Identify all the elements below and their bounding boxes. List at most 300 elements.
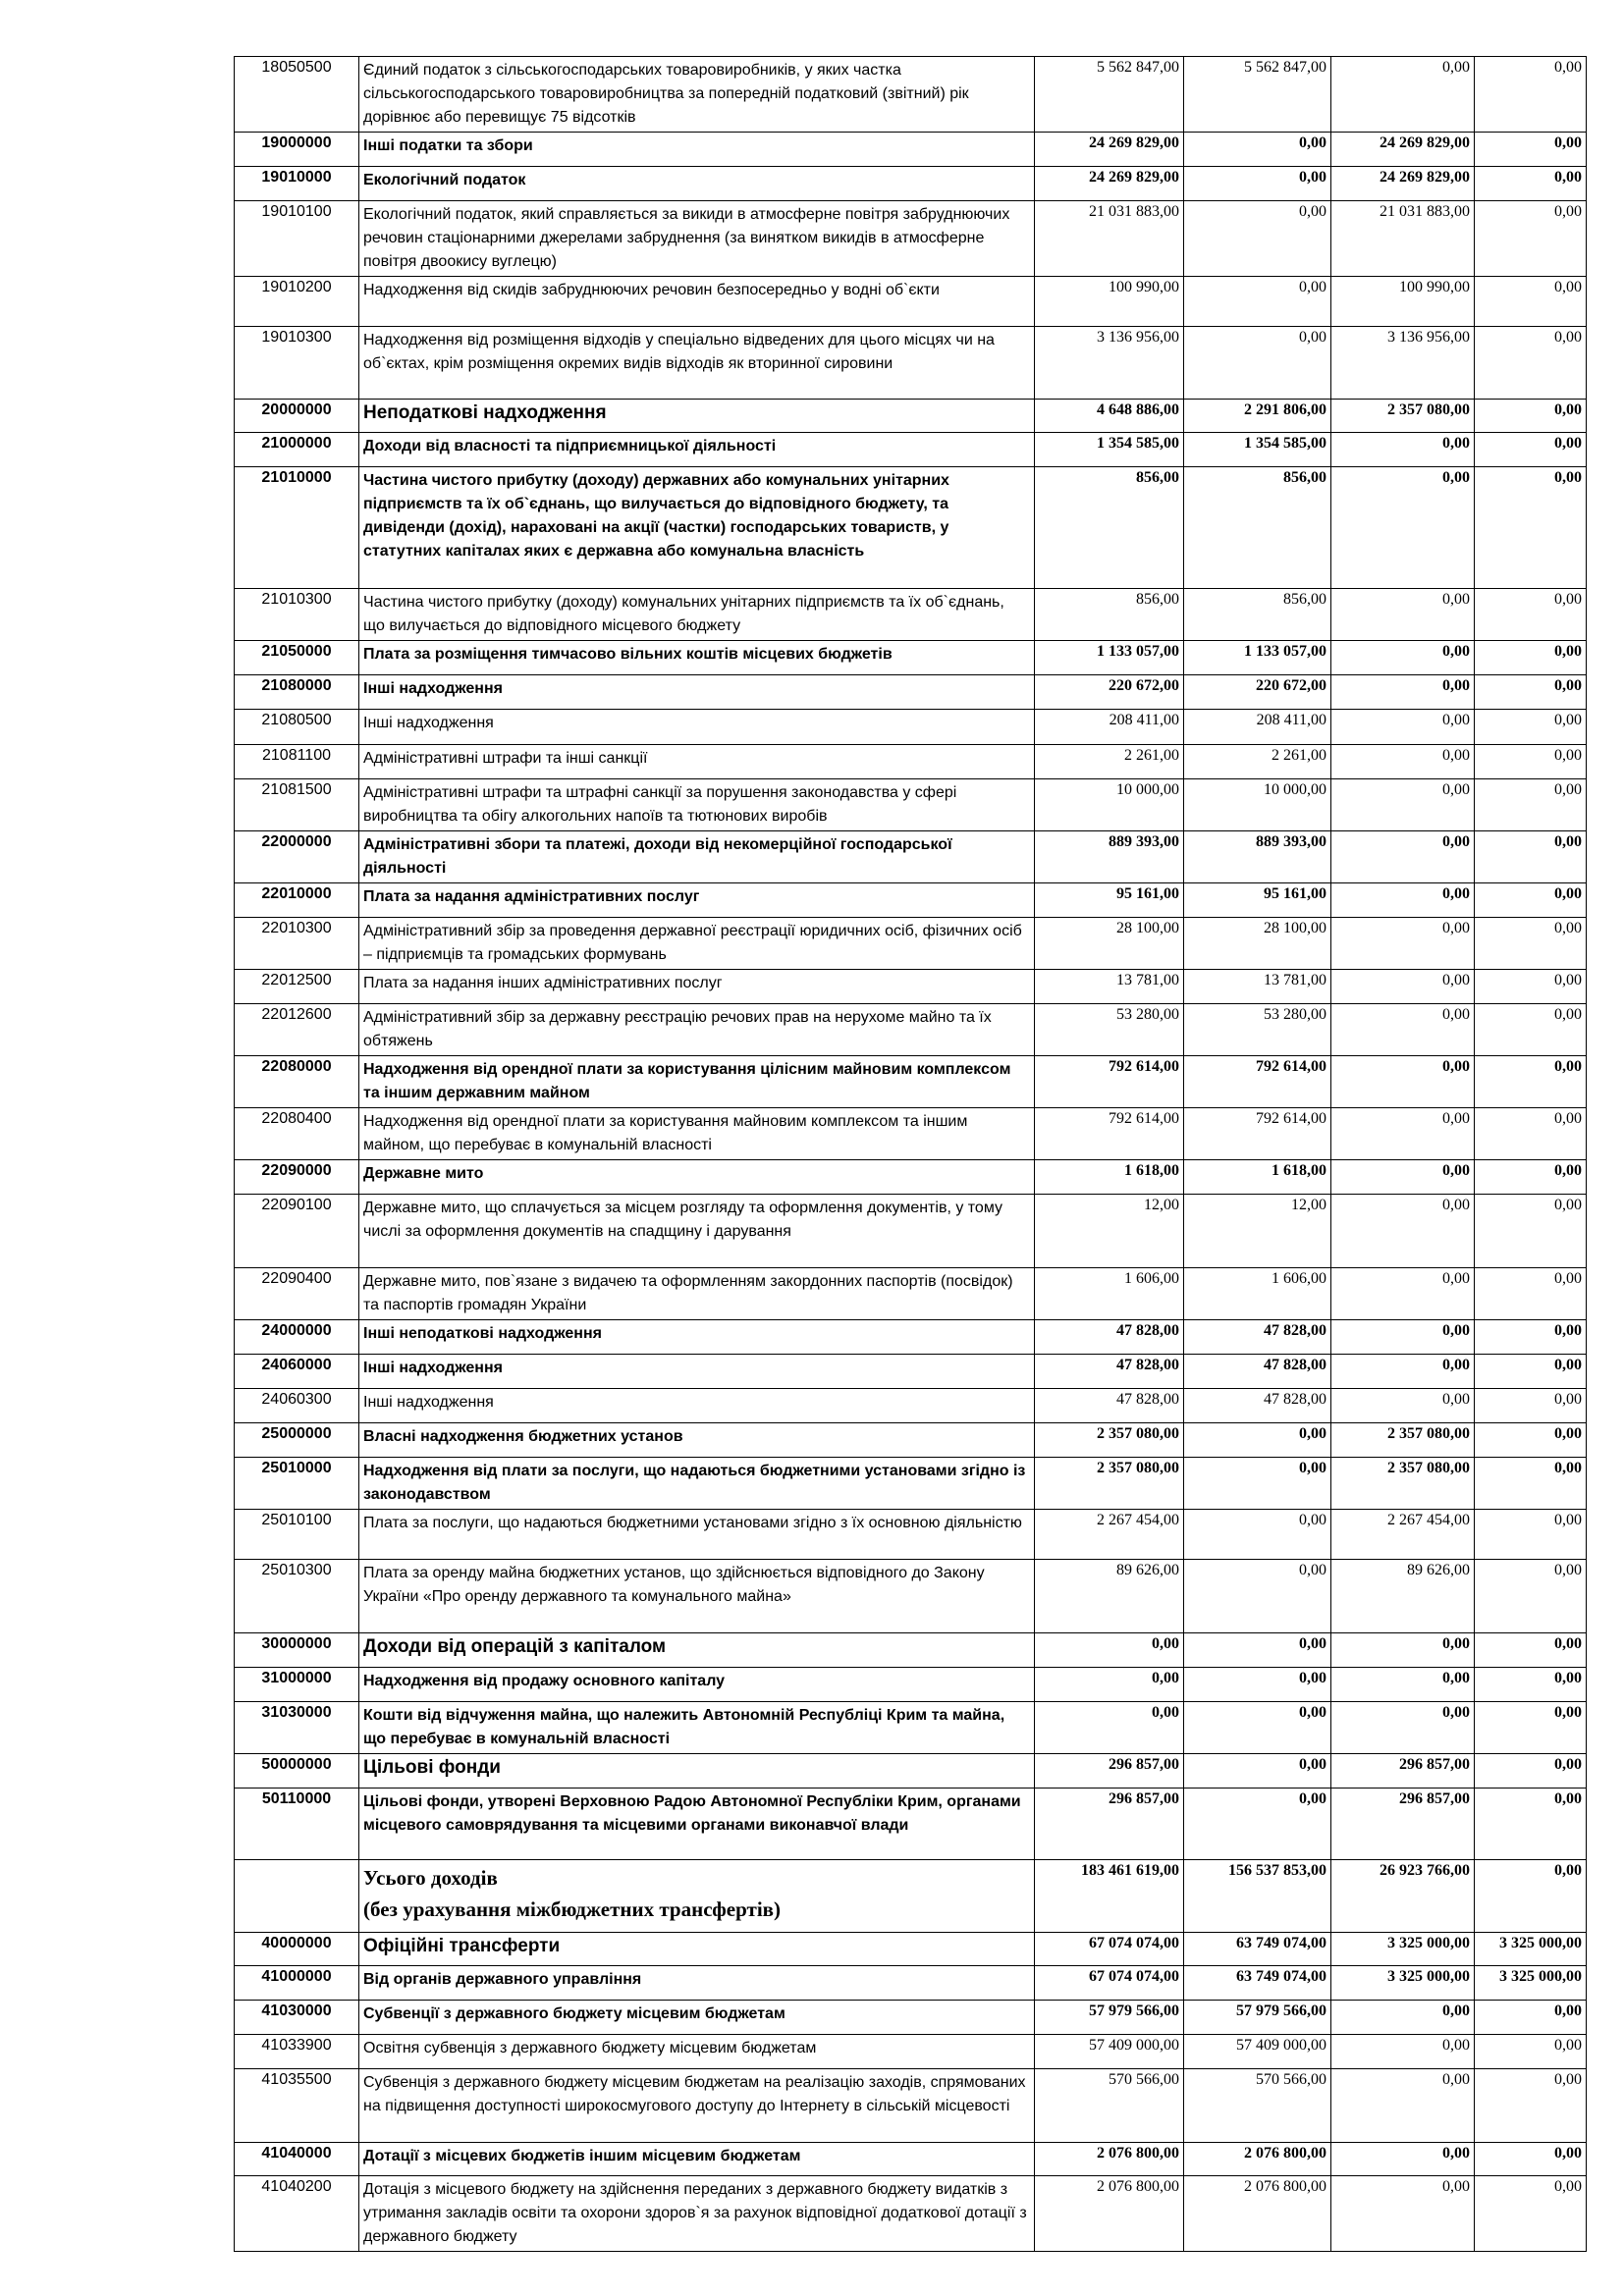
row-development-budget-cell: 0,00	[1475, 1004, 1587, 1056]
row-special-fund-cell: 2 267 454,00	[1331, 1510, 1475, 1560]
row-special-fund-cell: 0,00	[1331, 589, 1475, 641]
row-general-fund-cell: 0,00	[1184, 1668, 1331, 1702]
row-development-budget-cell: 0,00	[1475, 433, 1587, 467]
row-code-cell: 31000000	[235, 1668, 359, 1702]
table-row	[235, 400, 1587, 433]
row-development-budget-cell: 0,00	[1475, 57, 1587, 133]
row-total-cell: 0,00	[1035, 1702, 1184, 1754]
row-special-fund-cell: 2 357 080,00	[1331, 1458, 1475, 1510]
table-row	[235, 1160, 1587, 1195]
row-development-budget-cell: 0,00	[1475, 2176, 1587, 2252]
row-special-fund-cell: 0,00	[1331, 831, 1475, 883]
row-general-fund-cell: 0,00	[1184, 133, 1331, 167]
table-row	[235, 589, 1587, 641]
row-development-budget-cell: 0,00	[1475, 1268, 1587, 1320]
table-row	[235, 167, 1587, 201]
row-total-cell: 856,00	[1035, 467, 1184, 589]
row-development-budget-cell: 0,00	[1475, 1633, 1587, 1668]
row-general-fund-cell: 53 280,00	[1184, 1004, 1331, 1056]
row-general-fund-cell: 889 393,00	[1184, 831, 1331, 883]
row-code-cell: 31030000	[235, 1702, 359, 1754]
row-total-cell: 67 074 074,00	[1035, 1966, 1184, 2001]
row-total-cell: 47 828,00	[1035, 1355, 1184, 1389]
row-code-cell: 22010000	[235, 883, 359, 918]
row-code-cell: 21000000	[235, 433, 359, 467]
table-row	[235, 2143, 1587, 2176]
table-row	[235, 1458, 1587, 1510]
row-development-budget-cell: 0,00	[1475, 883, 1587, 918]
row-name-cell: Офіційні трансферти	[359, 1933, 1035, 1966]
row-development-budget-cell: 0,00	[1475, 1702, 1587, 1754]
row-total-cell: 570 566,00	[1035, 2069, 1184, 2143]
row-total-cell: 53 280,00	[1035, 1004, 1184, 1056]
row-general-fund-cell: 792 614,00	[1184, 1108, 1331, 1160]
row-development-budget-cell: 0,00	[1475, 779, 1587, 831]
row-general-fund-cell: 47 828,00	[1184, 1389, 1331, 1423]
row-name-cell: Плата за послуги, що надаються бюджетними установами згідно з їх основною діяльністю	[359, 1510, 1035, 1560]
row-code-cell: 22080400	[235, 1108, 359, 1160]
row-special-fund-cell: 296 857,00	[1331, 1789, 1475, 1860]
row-general-fund-cell: 0,00	[1184, 201, 1331, 277]
row-special-fund-cell: 21 031 883,00	[1331, 201, 1475, 277]
row-code-cell	[235, 1860, 359, 1933]
row-special-fund-cell: 0,00	[1331, 1056, 1475, 1108]
row-general-fund-cell: 57 979 566,00	[1184, 2001, 1331, 2035]
table-row	[235, 57, 1587, 133]
row-name-cell: Інші надходження	[359, 710, 1035, 745]
table-row	[235, 745, 1587, 779]
row-code-cell: 41035500	[235, 2069, 359, 2143]
row-development-budget-cell: 0,00	[1475, 745, 1587, 779]
row-name-cell: Доходи від власності та підприємницької діяльності	[359, 433, 1035, 467]
row-general-fund-cell: 0,00	[1184, 1789, 1331, 1860]
row-total-cell: 208 411,00	[1035, 710, 1184, 745]
row-code-cell: 20000000	[235, 400, 359, 433]
row-name-cell: Плата за надання інших адміністративних послуг	[359, 970, 1035, 1004]
row-code-cell: 21081100	[235, 745, 359, 779]
row-total-cell: 889 393,00	[1035, 831, 1184, 883]
row-name-cell: Частина чистого прибутку (доходу) комунальних унітарних підприємств та їх об`єднань, що вилучається до відповідного місцевого бюджету	[359, 589, 1035, 641]
row-name-cell: Освітня субвенція з державного бюджету місцевим бюджетам	[359, 2035, 1035, 2069]
row-special-fund-cell: 100 990,00	[1331, 277, 1475, 327]
row-total-cell: 2 076 800,00	[1035, 2176, 1184, 2252]
row-special-fund-cell: 0,00	[1331, 641, 1475, 675]
row-special-fund-cell: 26 923 766,00	[1331, 1860, 1475, 1933]
row-general-fund-cell: 856,00	[1184, 467, 1331, 589]
table-row	[235, 1389, 1587, 1423]
row-name-cell: Надходження від орендної плати за користування цілісним майновим комплексом та іншим державним майном	[359, 1056, 1035, 1108]
row-name-cell: Цільові фонди	[359, 1754, 1035, 1789]
row-name-cell: Адміністративний збір за проведення державної реєстрації юридичних осіб, фізичних осіб – підприємців та громадських формувань	[359, 918, 1035, 970]
row-development-budget-cell: 0,00	[1475, 1389, 1587, 1423]
row-special-fund-cell: 0,00	[1331, 918, 1475, 970]
row-development-budget-cell: 0,00	[1475, 133, 1587, 167]
row-total-cell: 21 031 883,00	[1035, 201, 1184, 277]
row-development-budget-cell: 0,00	[1475, 970, 1587, 1004]
row-development-budget-cell: 0,00	[1475, 400, 1587, 433]
row-development-budget-cell: 0,00	[1475, 831, 1587, 883]
row-code-cell: 21010000	[235, 467, 359, 589]
row-name-cell: Субвенція з державного бюджету місцевим бюджетам на реалізацію заходів, спрямованих на підвищення доступності широкосмугового доступу до Інтернету в сільській місцевості	[359, 2069, 1035, 2143]
row-general-fund-cell: 10 000,00	[1184, 779, 1331, 831]
row-name-cell: Екологічний податок, який справляється за викиди в атмосферне повітря забруднюючих речовин стаціонарними джерелами забруднення (за винятком викидів в атмосферне повітря двоокису вуглецю)	[359, 201, 1035, 277]
row-total-cell: 57 979 566,00	[1035, 2001, 1184, 2035]
row-development-budget-cell: 0,00	[1475, 1510, 1587, 1560]
table-row	[235, 1933, 1587, 1966]
table-row	[235, 1108, 1587, 1160]
row-special-fund-cell: 2 357 080,00	[1331, 400, 1475, 433]
row-total-cell: 89 626,00	[1035, 1560, 1184, 1633]
row-general-fund-cell: 0,00	[1184, 1458, 1331, 1510]
row-code-cell: 25010300	[235, 1560, 359, 1633]
row-name-cell: Державне мито, що сплачується за місцем розгляду та оформлення документів, у тому числі за оформлення документів на спадщину і дарування	[359, 1195, 1035, 1268]
row-name-cell: Державне мито	[359, 1160, 1035, 1195]
row-general-fund-cell: 856,00	[1184, 589, 1331, 641]
row-total-cell: 2 261,00	[1035, 745, 1184, 779]
row-code-cell: 25010000	[235, 1458, 359, 1510]
table-row	[235, 970, 1587, 1004]
row-code-cell: 22000000	[235, 831, 359, 883]
row-total-cell: 0,00	[1035, 1668, 1184, 1702]
row-code-cell: 40000000	[235, 1933, 359, 1966]
row-code-cell: 24000000	[235, 1320, 359, 1355]
row-total-cell: 1 133 057,00	[1035, 641, 1184, 675]
row-name-cell: Плата за оренду майна бюджетних установ, що здійснюється відповідного до Закону України «Про оренду державного та комунального майна»	[359, 1560, 1035, 1633]
row-development-budget-cell: 0,00	[1475, 1668, 1587, 1702]
row-special-fund-cell: 0,00	[1331, 1320, 1475, 1355]
row-general-fund-cell: 2 076 800,00	[1184, 2143, 1331, 2176]
table-row	[235, 1860, 1587, 1933]
row-special-fund-cell: 0,00	[1331, 2001, 1475, 2035]
row-general-fund-cell: 63 749 074,00	[1184, 1966, 1331, 2001]
row-total-cell: 4 648 886,00	[1035, 400, 1184, 433]
row-special-fund-cell: 3 136 956,00	[1331, 327, 1475, 400]
row-name-cell: Інші надходження	[359, 675, 1035, 710]
row-general-fund-cell: 5 562 847,00	[1184, 57, 1331, 133]
row-development-budget-cell: 0,00	[1475, 918, 1587, 970]
table-row	[235, 1320, 1587, 1355]
row-development-budget-cell: 0,00	[1475, 710, 1587, 745]
row-total-cell: 5 562 847,00	[1035, 57, 1184, 133]
row-development-budget-cell: 0,00	[1475, 1160, 1587, 1195]
row-name-cell: Державне мито, пов`язане з видачею та оформленням закордонних паспортів (посвідок) та паспортів громадян України	[359, 1268, 1035, 1320]
revenue-table	[234, 56, 1587, 2252]
row-total-cell: 3 136 956,00	[1035, 327, 1184, 400]
table-row	[235, 1633, 1587, 1668]
table-row	[235, 1268, 1587, 1320]
row-total-cell: 47 828,00	[1035, 1389, 1184, 1423]
row-code-cell: 22090000	[235, 1160, 359, 1195]
table-row	[235, 918, 1587, 970]
row-special-fund-cell: 0,00	[1331, 2035, 1475, 2069]
row-total-cell: 1 618,00	[1035, 1160, 1184, 1195]
row-development-budget-cell: 0,00	[1475, 1789, 1587, 1860]
row-total-cell: 296 857,00	[1035, 1789, 1184, 1860]
table-row	[235, 327, 1587, 400]
row-name-cell: Єдиний податок з сільськогосподарських товаровиробників, у яких частка сільськогосподарського товаровиробництва за попередній податковий (звітний) рік дорівнює або перевищує 75 відсотків	[359, 57, 1035, 133]
row-total-cell: 57 409 000,00	[1035, 2035, 1184, 2069]
row-total-cell: 856,00	[1035, 589, 1184, 641]
row-general-fund-cell: 1 133 057,00	[1184, 641, 1331, 675]
row-total-cell: 24 269 829,00	[1035, 167, 1184, 201]
row-total-cell: 24 269 829,00	[1035, 133, 1184, 167]
row-name-cell: Доходи від операцій з капіталом	[359, 1633, 1035, 1668]
row-special-fund-cell: 0,00	[1331, 779, 1475, 831]
row-general-fund-cell: 1 606,00	[1184, 1268, 1331, 1320]
row-general-fund-cell: 47 828,00	[1184, 1320, 1331, 1355]
row-development-budget-cell: 0,00	[1475, 589, 1587, 641]
row-total-cell: 2 076 800,00	[1035, 2143, 1184, 2176]
table-row	[235, 1195, 1587, 1268]
row-name-cell: Дотації з місцевих бюджетів іншим місцевим бюджетам	[359, 2143, 1035, 2176]
row-general-fund-cell: 156 537 853,00	[1184, 1860, 1331, 1933]
row-special-fund-cell: 0,00	[1331, 57, 1475, 133]
row-code-cell: 22012500	[235, 970, 359, 1004]
row-development-budget-cell: 0,00	[1475, 1860, 1587, 1933]
row-name-cell: Інші неподаткові надходження	[359, 1320, 1035, 1355]
table-row	[235, 1560, 1587, 1633]
row-general-fund-cell: 57 409 000,00	[1184, 2035, 1331, 2069]
row-development-budget-cell: 0,00	[1475, 1560, 1587, 1633]
row-code-cell: 22080000	[235, 1056, 359, 1108]
row-special-fund-cell: 0,00	[1331, 1668, 1475, 1702]
row-name-cell: Частина чистого прибутку (доходу) державних або комунальних унітарних підприємств та їх об`єднань, що вилучається до відповідного бюджету, та дивіденди (дохід), нараховані на акції (частки) господарських товариств, у статутних капіталах яких є державна або комунальна власність	[359, 467, 1035, 589]
row-name-cell: Субвенції з державного бюджету місцевим бюджетам	[359, 2001, 1035, 2035]
row-code-cell: 21080500	[235, 710, 359, 745]
row-general-fund-cell: 95 161,00	[1184, 883, 1331, 918]
row-special-fund-cell: 0,00	[1331, 1195, 1475, 1268]
row-code-cell: 24060300	[235, 1389, 359, 1423]
row-name-cell: Надходження від плати за послуги, що надаються бюджетними установами згідно із законодавством	[359, 1458, 1035, 1510]
row-total-cell: 2 357 080,00	[1035, 1423, 1184, 1458]
row-development-budget-cell: 0,00	[1475, 1320, 1587, 1355]
row-special-fund-cell: 24 269 829,00	[1331, 133, 1475, 167]
row-code-cell: 21010300	[235, 589, 359, 641]
row-total-cell: 95 161,00	[1035, 883, 1184, 918]
row-name-cell: Інші надходження	[359, 1389, 1035, 1423]
row-general-fund-cell: 208 411,00	[1184, 710, 1331, 745]
table-row	[235, 779, 1587, 831]
row-special-fund-cell: 0,00	[1331, 883, 1475, 918]
row-special-fund-cell: 0,00	[1331, 2069, 1475, 2143]
row-development-budget-cell: 3 325 000,00	[1475, 1933, 1587, 1966]
table-row	[235, 2069, 1587, 2143]
row-special-fund-cell: 0,00	[1331, 2176, 1475, 2252]
row-name-cell: Екологічний податок	[359, 167, 1035, 201]
row-code-cell: 22090100	[235, 1195, 359, 1268]
row-name-cell: Надходження від розміщення відходів у спеціально відведених для цього місцях чи на об`єктах, крім розміщення окремих видів відходів як вторинної сировини	[359, 327, 1035, 400]
row-code-cell: 41040200	[235, 2176, 359, 2252]
row-general-fund-cell: 28 100,00	[1184, 918, 1331, 970]
table-row	[235, 2176, 1587, 2252]
row-special-fund-cell: 0,00	[1331, 433, 1475, 467]
row-development-budget-cell: 3 325 000,00	[1475, 1966, 1587, 2001]
row-name-cell: Плата за розміщення тимчасово вільних коштів місцевих бюджетів	[359, 641, 1035, 675]
table-row	[235, 1754, 1587, 1789]
row-name-cell: Дотація з місцевого бюджету на здійснення переданих з державного бюджету видатків з утримання закладів освіти та охорони здоров`я за рахунок відповідної додаткової дотації з державного бюджету	[359, 2176, 1035, 2252]
row-special-fund-cell: 0,00	[1331, 1108, 1475, 1160]
row-total-cell: 0,00	[1035, 1633, 1184, 1668]
table-row	[235, 675, 1587, 710]
row-development-budget-cell: 0,00	[1475, 1458, 1587, 1510]
row-development-budget-cell: 0,00	[1475, 1108, 1587, 1160]
table-row	[235, 1966, 1587, 2001]
row-total-cell: 100 990,00	[1035, 277, 1184, 327]
row-code-cell: 22010300	[235, 918, 359, 970]
row-special-fund-cell: 0,00	[1331, 2143, 1475, 2176]
table-row	[235, 1668, 1587, 1702]
row-name-cell: Власні надходження бюджетних установ	[359, 1423, 1035, 1458]
row-development-budget-cell: 0,00	[1475, 641, 1587, 675]
table-row	[235, 133, 1587, 167]
row-special-fund-cell: 0,00	[1331, 1633, 1475, 1668]
table-row	[235, 641, 1587, 675]
row-total-cell: 792 614,00	[1035, 1108, 1184, 1160]
row-special-fund-cell: 89 626,00	[1331, 1560, 1475, 1633]
row-code-cell: 24060000	[235, 1355, 359, 1389]
row-name-cell: Неподаткові надходження	[359, 400, 1035, 433]
row-general-fund-cell: 47 828,00	[1184, 1355, 1331, 1389]
row-name-cell: Надходження від скидів забруднюючих речовин безпосередньо у водні об`єкти	[359, 277, 1035, 327]
row-name-cell: Цільові фонди, утворені Верховною Радою Автономної Республіки Крим, органами місцевого самоврядування та місцевими органами виконавчої влади	[359, 1789, 1035, 1860]
row-name-cell: Від органів державного управління	[359, 1966, 1035, 2001]
table-row	[235, 831, 1587, 883]
row-special-fund-cell: 296 857,00	[1331, 1754, 1475, 1789]
row-name-cell: Інші податки та збори	[359, 133, 1035, 167]
table-row	[235, 1702, 1587, 1754]
row-special-fund-cell: 0,00	[1331, 1268, 1475, 1320]
row-general-fund-cell: 2 261,00	[1184, 745, 1331, 779]
row-special-fund-cell: 0,00	[1331, 710, 1475, 745]
row-code-cell: 21050000	[235, 641, 359, 675]
row-name-cell: Інші надходження	[359, 1355, 1035, 1389]
row-special-fund-cell: 0,00	[1331, 1004, 1475, 1056]
row-special-fund-cell: 0,00	[1331, 1160, 1475, 1195]
row-development-budget-cell: 0,00	[1475, 167, 1587, 201]
revenue-table-body	[235, 57, 1587, 2252]
row-code-cell: 41033900	[235, 2035, 359, 2069]
row-general-fund-cell: 1 618,00	[1184, 1160, 1331, 1195]
row-code-cell: 19010300	[235, 327, 359, 400]
row-development-budget-cell: 0,00	[1475, 1195, 1587, 1268]
row-total-cell: 296 857,00	[1035, 1754, 1184, 1789]
row-development-budget-cell: 0,00	[1475, 467, 1587, 589]
row-name-cell: Адміністративні збори та платежі, доходи від некомерційної господарської діяльності	[359, 831, 1035, 883]
row-general-fund-cell: 12,00	[1184, 1195, 1331, 1268]
row-code-cell: 22090400	[235, 1268, 359, 1320]
table-row	[235, 2035, 1587, 2069]
row-name-cell: Плата за надання адміністративних послуг	[359, 883, 1035, 918]
row-general-fund-cell: 63 749 074,00	[1184, 1933, 1331, 1966]
row-special-fund-cell: 24 269 829,00	[1331, 167, 1475, 201]
row-general-fund-cell: 0,00	[1184, 1423, 1331, 1458]
row-total-cell: 67 074 074,00	[1035, 1933, 1184, 1966]
row-general-fund-cell: 0,00	[1184, 1702, 1331, 1754]
row-development-budget-cell: 0,00	[1475, 2069, 1587, 2143]
row-general-fund-cell: 0,00	[1184, 1754, 1331, 1789]
row-total-cell: 12,00	[1035, 1195, 1184, 1268]
row-code-cell: 25010100	[235, 1510, 359, 1560]
row-development-budget-cell: 0,00	[1475, 327, 1587, 400]
row-general-fund-cell: 1 354 585,00	[1184, 433, 1331, 467]
row-general-fund-cell: 0,00	[1184, 327, 1331, 400]
row-general-fund-cell: 0,00	[1184, 1560, 1331, 1633]
row-special-fund-cell: 0,00	[1331, 745, 1475, 779]
row-total-cell: 1 606,00	[1035, 1268, 1184, 1320]
row-name-cell: Адміністративний збір за державну реєстрацію речових прав на нерухоме майно та їх обтяжень	[359, 1004, 1035, 1056]
table-row	[235, 1789, 1587, 1860]
row-name-cell: Кошти від відчуження майна, що належить Автономній Республіці Крим та майна, що перебуває в комунальній власності	[359, 1702, 1035, 1754]
row-code-cell: 41030000	[235, 2001, 359, 2035]
table-row	[235, 1355, 1587, 1389]
row-code-cell: 50110000	[235, 1789, 359, 1860]
row-general-fund-cell: 0,00	[1184, 1633, 1331, 1668]
row-code-cell: 18050500	[235, 57, 359, 133]
row-development-budget-cell: 0,00	[1475, 1754, 1587, 1789]
row-development-budget-cell: 0,00	[1475, 2143, 1587, 2176]
row-code-cell: 50000000	[235, 1754, 359, 1789]
row-development-budget-cell: 0,00	[1475, 675, 1587, 710]
row-development-budget-cell: 0,00	[1475, 1056, 1587, 1108]
table-row	[235, 1004, 1587, 1056]
table-row	[235, 2001, 1587, 2035]
row-development-budget-cell: 0,00	[1475, 201, 1587, 277]
table-row	[235, 201, 1587, 277]
table-row	[235, 467, 1587, 589]
row-development-budget-cell: 0,00	[1475, 1423, 1587, 1458]
row-code-cell: 21081500	[235, 779, 359, 831]
table-row	[235, 1510, 1587, 1560]
row-name-cell: Надходження від продажу основного капіталу	[359, 1668, 1035, 1702]
table-row	[235, 710, 1587, 745]
row-development-budget-cell: 0,00	[1475, 1355, 1587, 1389]
row-code-cell: 19010200	[235, 277, 359, 327]
table-row	[235, 277, 1587, 327]
row-general-fund-cell: 792 614,00	[1184, 1056, 1331, 1108]
row-special-fund-cell: 0,00	[1331, 1355, 1475, 1389]
row-special-fund-cell: 3 325 000,00	[1331, 1966, 1475, 2001]
table-row	[235, 883, 1587, 918]
row-special-fund-cell: 0,00	[1331, 970, 1475, 1004]
row-general-fund-cell: 2 076 800,00	[1184, 2176, 1331, 2252]
row-development-budget-cell: 0,00	[1475, 277, 1587, 327]
row-name-cell: Надходження від орендної плати за користування майновим комплексом та іншим майном, що перебуває в комунальній власності	[359, 1108, 1035, 1160]
row-development-budget-cell: 0,00	[1475, 2001, 1587, 2035]
table-row	[235, 1423, 1587, 1458]
table-row	[235, 433, 1587, 467]
row-total-cell: 10 000,00	[1035, 779, 1184, 831]
row-total-cell: 1 354 585,00	[1035, 433, 1184, 467]
row-total-cell: 183 461 619,00	[1035, 1860, 1184, 1933]
row-code-cell: 22012600	[235, 1004, 359, 1056]
row-general-fund-cell: 13 781,00	[1184, 970, 1331, 1004]
row-code-cell: 19010100	[235, 201, 359, 277]
row-total-cell: 792 614,00	[1035, 1056, 1184, 1108]
row-total-cell: 13 781,00	[1035, 970, 1184, 1004]
row-name-cell: Адміністративні штрафи та штрафні санкції за порушення законодавства у сфері виробництва та обігу алкогольних напоїв та тютюнових виробів	[359, 779, 1035, 831]
row-name-cell: Усього доходів (без урахування міжбюджетних трансфертів)	[359, 1860, 1035, 1933]
table-row	[235, 1056, 1587, 1108]
row-general-fund-cell: 2 291 806,00	[1184, 400, 1331, 433]
row-code-cell: 25000000	[235, 1423, 359, 1458]
row-general-fund-cell: 0,00	[1184, 167, 1331, 201]
row-general-fund-cell: 220 672,00	[1184, 675, 1331, 710]
row-special-fund-cell: 2 357 080,00	[1331, 1423, 1475, 1458]
row-development-budget-cell: 0,00	[1475, 2035, 1587, 2069]
row-total-cell: 220 672,00	[1035, 675, 1184, 710]
row-total-cell: 2 357 080,00	[1035, 1458, 1184, 1510]
row-general-fund-cell: 0,00	[1184, 1510, 1331, 1560]
